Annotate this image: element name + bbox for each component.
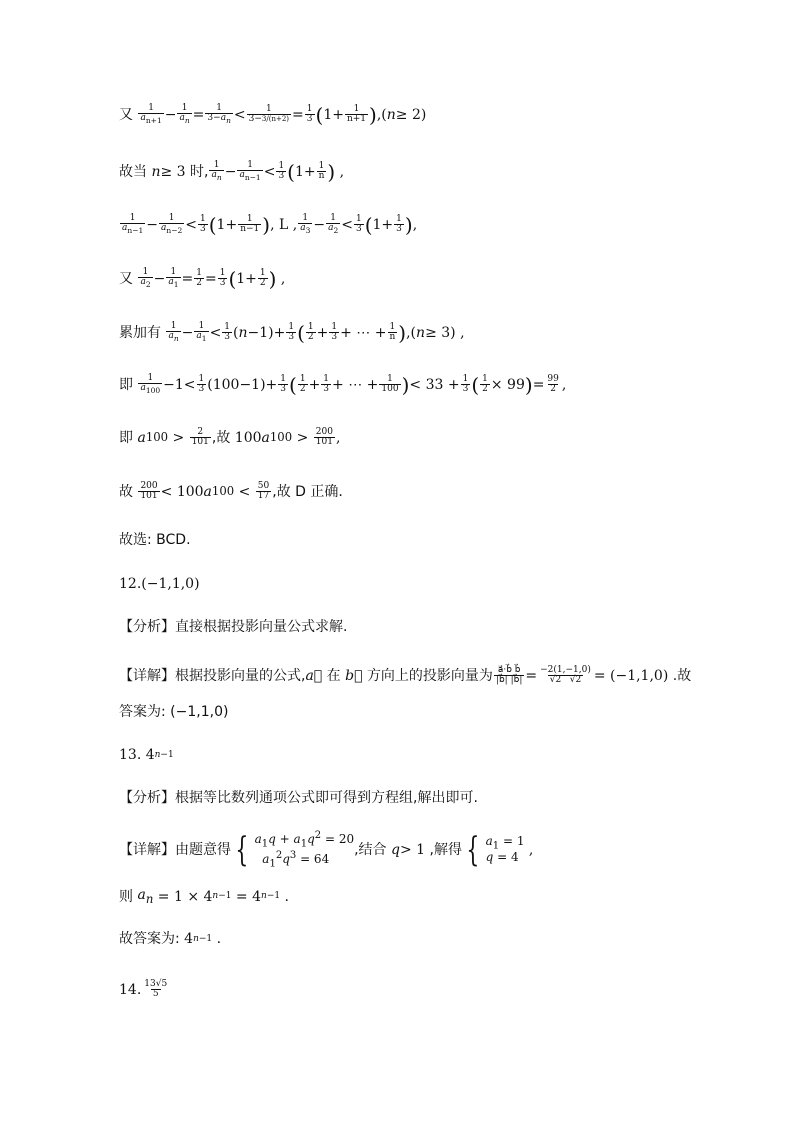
text-ze: 则	[119, 888, 133, 905]
line-1: 又 $\frac{1}{a_{n+1}}$ − $\frac{1}{a_n}$ = $\frac{1}{3-a_n}$ < $\frac{1}{3-3/(n+2)}$ = $\frac{1}{3}$ ( 1+ $\frac{1}{n+1}$ ) ,( n ≥ 2)	[119, 102, 427, 127]
text-q13: 13.	[119, 747, 142, 763]
detail-13: 【详解】由题意得 { $a_1q + a_1q^2 = 20$ $a_1^2q^3 = 64$ ,结合 q > 1 ,解得 { $a_1 = 1$ q = 4 ,	[119, 829, 534, 870]
text-shi: 时,	[190, 163, 209, 180]
text-gudang: 故当	[119, 163, 147, 180]
analysis-12	[119, 620, 734, 634]
text-ji2: 即	[119, 429, 133, 446]
detail-13-result: 则 $a_n$ = 1 × 4 n−1 = 4 n−1 .	[119, 887, 290, 906]
text-fangxiang: 方向上的投影向量为	[366, 667, 493, 684]
text-xiangjie12: 【详解】根据投影向量的公式,	[119, 667, 306, 684]
text-you2: 又	[119, 270, 133, 287]
question-12-heading	[119, 577, 734, 591]
analysis-13	[119, 791, 734, 805]
text-jiehe: ,结合	[354, 841, 387, 858]
text-ji: 即	[119, 376, 133, 393]
answer-12	[119, 705, 734, 719]
fraction: $\frac{1}{3-3/(n+2)}$	[248, 103, 290, 125]
line-5: 累加有 $\frac{1}{a_n}$ − $\frac{1}{a_1}$ < $\frac{1}{3}$ ( n −1)+ $\frac{1}{3}$ ( $\frac{1}{2}$ + $\frac{1}{3}$ + ⋯ + $\frac{1}{n}$ ) ,( n ≥ 3) ,	[119, 320, 465, 345]
line-3: $\frac{1}{a_{n-1}}$ − $\frac{1}{a_{n-2}}$ < $\frac{1}{3}$ ( 1+ $\frac{1}{n-1}$ ) , L , $\frac{1}{a_3}$ − $\frac{1}{a_2}$ < $\frac{1}{3}$ ( 1+ $\frac{1}{3}$ ) ,	[122, 212, 418, 237]
line-6: 即 $\frac{1}{a_{100}}$ −1< $\frac{1}{3}$ (100−1)+ $\frac{1}{3}$ ( $\frac{1}{2}$ + $\frac{1}{3}$ + ⋯ + $\frac{1}{100}$ ) < 33 + $\frac{1}{3}$ ( $\frac{1}{2}$ × 99 ) = $\frac{99}{2}$ ,	[119, 372, 567, 397]
line-4: 又 $\frac{1}{a_2}$ − $\frac{1}{a_1}$ = $\frac{1}{2}$ = $\frac{1}{3}$ ( 1+ $\frac{1}{2}$ ) ,	[119, 266, 286, 291]
text-gu: 故	[119, 483, 133, 500]
fraction: $\frac{1}{a_n}$	[179, 103, 190, 126]
text-fenxi12: 【分析】直接根据投影向量公式求解.	[119, 619, 348, 635]
text-zai: 在	[326, 667, 341, 684]
text-gu2: .故	[672, 667, 692, 684]
fraction: $\frac{1}{3-a_n}$	[207, 103, 231, 126]
text-you: 又	[119, 106, 133, 123]
text-q14: 14.	[119, 981, 142, 998]
line-9	[119, 533, 734, 547]
text-fenxi13: 【分析】根据等比数列通项公式即可得到方程组,解出即可.	[119, 790, 478, 806]
answer-13: 故答案为: 4 n−1 .	[119, 931, 222, 947]
question-13-heading: 13. 4 n−1	[119, 747, 174, 763]
fraction: $\frac{1}{a_{n+1}}$	[140, 103, 162, 126]
text-gu-d: ,故 D 正确.	[272, 483, 343, 500]
text-gudaan: 故答案为:	[119, 931, 180, 947]
text-guxuan: 故选: BCD.	[119, 532, 191, 548]
line-2: 故当 n ≥ 3 时, $\frac{1}{a_n}$ − $\frac{1}{a_{n-1}}$ < $\frac{1}{3}$ ( 1+ $\frac{1}{n}$ ) ,	[119, 159, 345, 184]
text-xiangjie13: 【详解】由题意得	[119, 841, 231, 858]
fraction: $\frac{1}{3}$	[306, 103, 313, 125]
text-q12: 12.(−1,1,0)	[119, 576, 200, 592]
line-8: 故 $\frac{200}{101}$ < 100 a 100 < $\frac{50}{17}$ ,故 D 正确.	[119, 481, 343, 502]
text-daan12: 答案为: (−1,1,0)	[119, 704, 229, 720]
question-14-heading: 14. $\frac{13√5}{5}$	[119, 979, 168, 1000]
detail-12: 【详解】根据投影向量的公式, a⃗ 在 b⃗ 方向上的投影向量为 $\frac{a⃗\cdot b⃗ b⃗}{|b⃗| |b⃗|}$ = $\frac{-2(1,-1,0)}{√2 √2}$ = (−1,1,0) .故	[119, 665, 692, 686]
text-jiede: ,解得	[429, 841, 462, 858]
line-7: 即 a 100 > $\frac{2}{101}$ ,故 100 a 100 > $\frac{200}{101}$ ,	[119, 427, 341, 448]
text-leijiayou: 累加有	[119, 324, 161, 341]
